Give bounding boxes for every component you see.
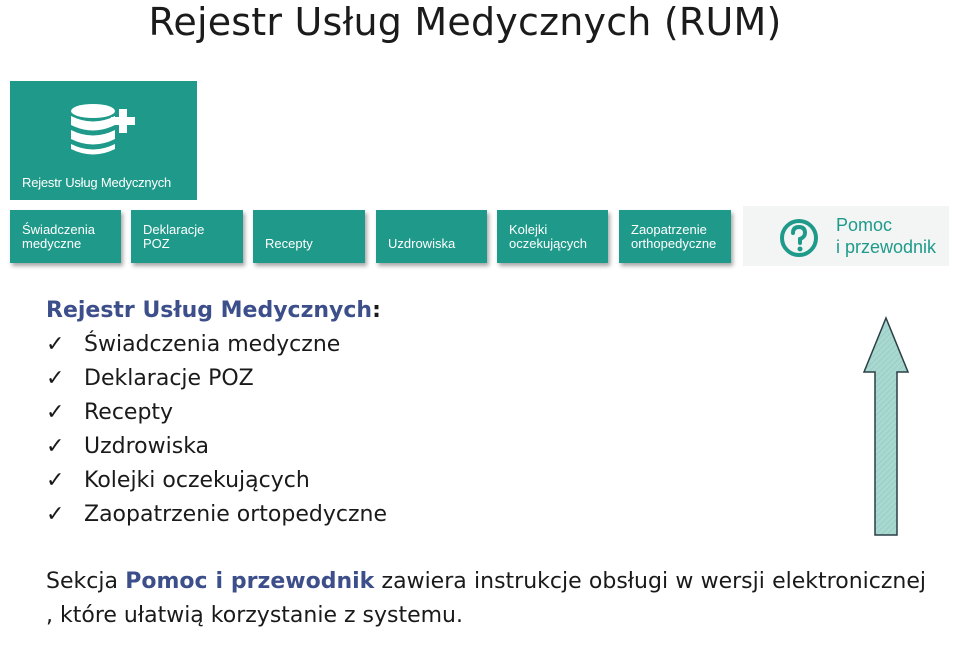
para-text-before: Sekcja [46,569,126,594]
check-icon: ✓ [46,400,65,425]
check-icon: ✓ [46,502,65,527]
rum-logo-tile[interactable] [10,81,197,200]
tile-zaopatrzenie-ortopedyczne[interactable] [619,210,731,263]
question-circle-icon [779,218,819,258]
heading-text: Rejestr Usług Medycznych [46,298,373,323]
list-item [46,498,387,532]
list-item [46,396,387,430]
database-plus-icon [69,103,139,159]
check-icon: ✓ [46,332,65,357]
list-item-label: Recepty [84,400,174,425]
list-item-label: Świadczenia medyczne [84,332,341,357]
logo-label: Rejestr Usług Medycznych [22,175,172,190]
section-heading [46,296,381,326]
page-title: Rejestr Usług Medycznych (RUM) [148,0,782,44]
list-item [46,362,387,396]
help-section-name: Pomoc i przewodnik [125,569,375,594]
tile-label: Recepty [265,236,313,251]
tile-uzdrowiska[interactable] [376,210,487,263]
tile-swiadczenia-medyczne[interactable] [10,210,121,263]
list-item-label: Zaopatrzenie ortopedyczne [84,502,387,527]
help-description [46,565,926,633]
up-arrow-icon [862,316,910,538]
list-item [46,464,387,498]
para-text-after: zawiera instrukcje obsługi w wersji elektronicznej , które ułatwią korzystanie z systemu. [46,569,926,628]
tile-deklaracje-poz[interactable] [131,210,243,263]
check-icon: ✓ [46,468,65,493]
check-icon: ✓ [46,366,65,391]
list-item [46,328,387,362]
list-item-label: Kolejki oczekujących [84,468,310,493]
tile-kolejki-oczekujacych[interactable] [497,210,608,263]
heading-colon: : [372,298,381,323]
help-label: Pomoc i przewodnik [836,215,937,257]
tile-label: Deklaracje POZ [143,222,205,251]
tile-label: Świadczenia medyczne [22,222,95,251]
tile-recepty[interactable] [253,210,365,263]
tile-label: Uzdrowiska [388,236,456,251]
tile-label: Kolejki oczekujących [509,222,588,251]
list-item [46,430,387,464]
check-icon: ✓ [46,434,65,459]
tile-label: Zaopatrzenie orthopedyczne [631,222,717,251]
module-list [46,328,387,532]
list-item-label: Uzdrowiska [84,434,210,459]
list-item-label: Deklaracje POZ [84,366,254,391]
help-guide-tile[interactable] [743,206,949,266]
